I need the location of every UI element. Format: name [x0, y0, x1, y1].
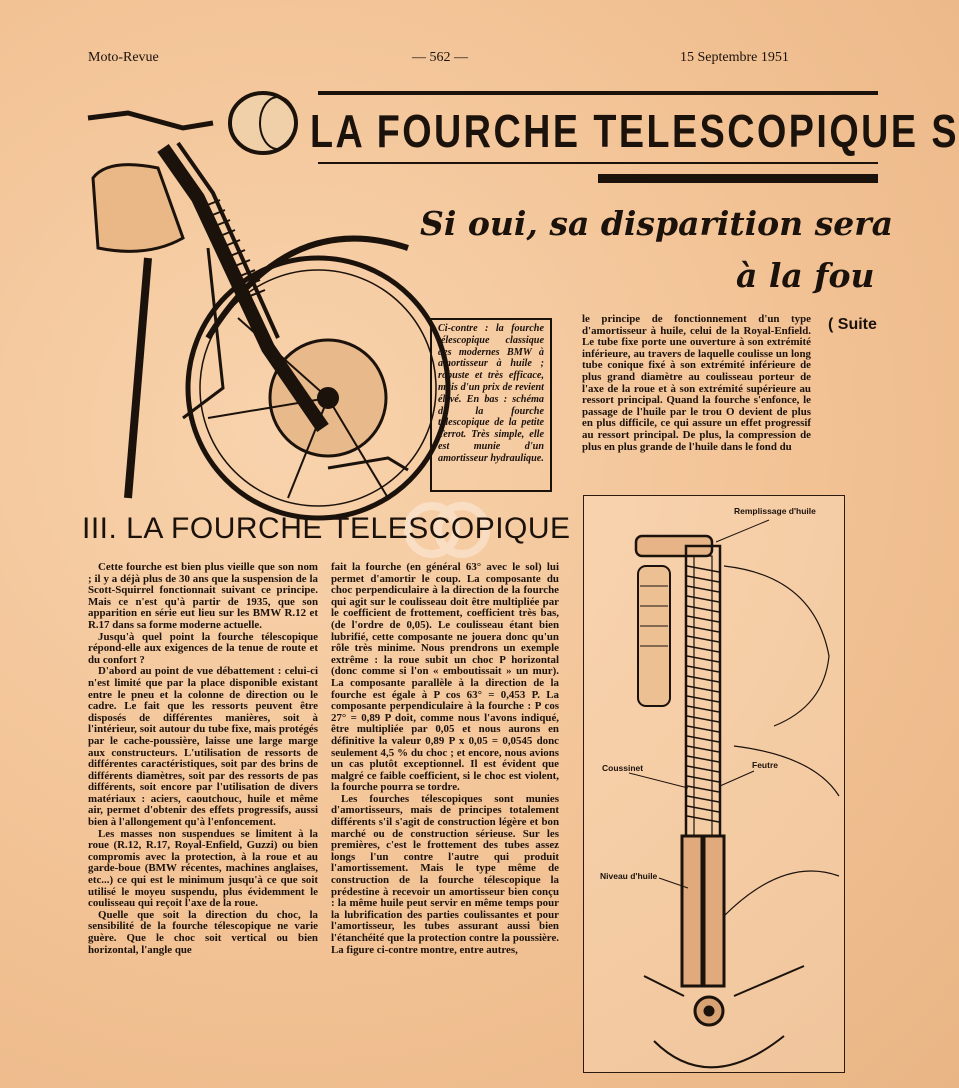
paragraph: le principe de fonctionnement d'un type d'amortisseur à huile, celui de la Royal-Enfield. Le tube fixe porte une ouverture à son extrémité inférieure, au travers de laquelle coulisse un long tube conique fixé à son extrémité inférieure de plus grand diamètre au coulisseau porteur de l'axe de la roue et à son extrémité supérieure au ressort principal. Quand la fourche s'enfonce, le passage de l'huile par le trou O devient de plus en plus difficile, ce qui assure un effet progressif au ressort principal. De plus, la compression de plus en plus grande de l'huile dans le fond du — [582, 313, 811, 453]
page-number: — 562 — — [412, 50, 468, 65]
continued-note: ( Suite — [828, 316, 877, 333]
running-header-left: Moto-Revue — [88, 50, 159, 65]
article-subtitle-line2: à la fou — [736, 256, 875, 295]
label-oil-filler: Remplissage d'huile — [734, 506, 816, 516]
section-heading: III. LA FOURCHE TELESCOPIQUE — [82, 512, 571, 545]
issue-date: 15 Septembre 1951 — [680, 50, 789, 65]
article-subtitle-line1: Si oui, sa disparition sera — [420, 204, 894, 243]
paragraph: D'abord au point de vue débattement : celui-ci n'est limité que par la place disponible existant entre le pneu et la colonne de direction ou le cadre. Le fait que les ressorts peuvent être disposés de différentes manières, soit à l'intérieur, soit autour du tube fixe, mais protégés par le cache-poussière, laisse une large marge aux constructeurs. L'utilisation de ressorts de différentes caractéristiques, soit par des brins de différents diamètres, soit par des ressorts de pas différents, soit encore par l'utilisation de divers matériaux : aciers, caoutchouc, huile et même air, permet d'obtenir des effets progressifs, aussi bien à l'allongement qu'à l'enfoncement. — [88, 665, 318, 829]
illustration-caption: Ci-contre : la fourche télescopique classique des modernes BMW à amortisseur à huile ; robuste et très efficace, mais d'un prix de revient élevé. En bas : schéma de la fourche télescopique de la petite Terrot. Très simple, elle est munie d'un amortisseur hydraulique. — [430, 318, 552, 492]
article-title: LA FOURCHE TELESCOPIQUE S — [310, 105, 959, 157]
paragraph: Quelle que soit la direction du choc, la sensibilité de la fourche télescopique ne varie guère. Que le choc soit vertical ou bien horizontal, l'angle que — [88, 908, 318, 956]
text-column-2 — [331, 562, 559, 956]
paragraph: fait la fourche (en général 63° avec le sol) lui permet d'amortir le coup. La composante du choc perpendiculaire à la direction de la fourche qui agit sur le coulisseau doit être multipliée par le coefficient de frottement, coefficient très bas, (de l'ordre de 0,05). Le coulisseau étant bien lubrifié, cette composante ne jouera donc qu'un rôle très minime. Nous prendrons un exemple extrême : la roue subit un choc P horizontal (donc comme si l'on « emboutissait » un mur). La composante parallèle à la direction de la fourche est égale à P cos 63° = 0,453 P. La composante perpendiculaire à la fourche : P cos 27° = 0,89 P doit, comme nous l'avons indiqué, être multipliée par 0,05 et nous aurons en définitive la valeur 0,89 P x 0,05 = 0,0545 donc seulement 4,5 % du choc ; et encore, nous avions un cas plutôt exceptionnel. Il est évident que malgré ce faible coefficient, si le choc est violent, la fourche pourra se tordre. — [331, 561, 559, 794]
bmw-fork-illustration — [88, 88, 418, 498]
label-bushing: Coussinet — [602, 763, 644, 773]
paragraph: Les masses non suspendues se limitent à la roue (R.12, R.17, Royal-Enfield, Guzzi) ou bien compromis avec la protection, à la roue et au garde-boue (BMW récentes, machines anglaises, etc...) ce qui est le minimum jusqu'à ce que soit utilisé le moyeu suspendu, plus évidemment le coulisseau qui reçoit l'axe de la roue. — [88, 827, 318, 910]
title-thick-bar — [598, 174, 878, 183]
label-oil-level: Niveau d'huile — [600, 871, 658, 881]
text-column-3 — [582, 314, 811, 453]
paragraph: Cette fourche est bien plus vieille que son nom ; il y a déjà plus de 30 ans que la suspension de la Scott-Squirrel fonctionnait suivant ce principe. Mais ce n'est qu'à partir de 1935, que son apparition en série eut lieu sur les BMW R.12 et R.17 dans sa forme moderne actuelle. — [88, 561, 318, 631]
text-column-1 — [88, 562, 318, 956]
terrot-fork-diagram — [583, 495, 845, 1073]
paragraph: Jusqu'à quel point la fourche télescopique répond-elle aux exigences de la tenue de route et du confort ? — [88, 630, 318, 666]
fork-cutaway-drawing — [584, 496, 843, 1071]
label-felt-seal: Feutre — [752, 760, 778, 770]
paragraph: Les fourches télescopiques sont munies d'amortisseurs, mais de principes totalement différents s'il s'agit de construction légère et bon marché ou de construction sérieuse. Sur les premières, c'est le frottement des tubes assez longs l'un contre l'autre qui produit l'amortissement. Mais le type même de construction de la fourche télescopique la prédestine à recevoir un amortisseur bien conçu : la même huile peut servir en même temps pour la lubrification des parties coulissantes et pour l'amortisseur, les tubes assurant aussi bien l'étanchéité que la protection contre la poussière. La figure ci-contre montre, entre autres, — [331, 792, 559, 956]
